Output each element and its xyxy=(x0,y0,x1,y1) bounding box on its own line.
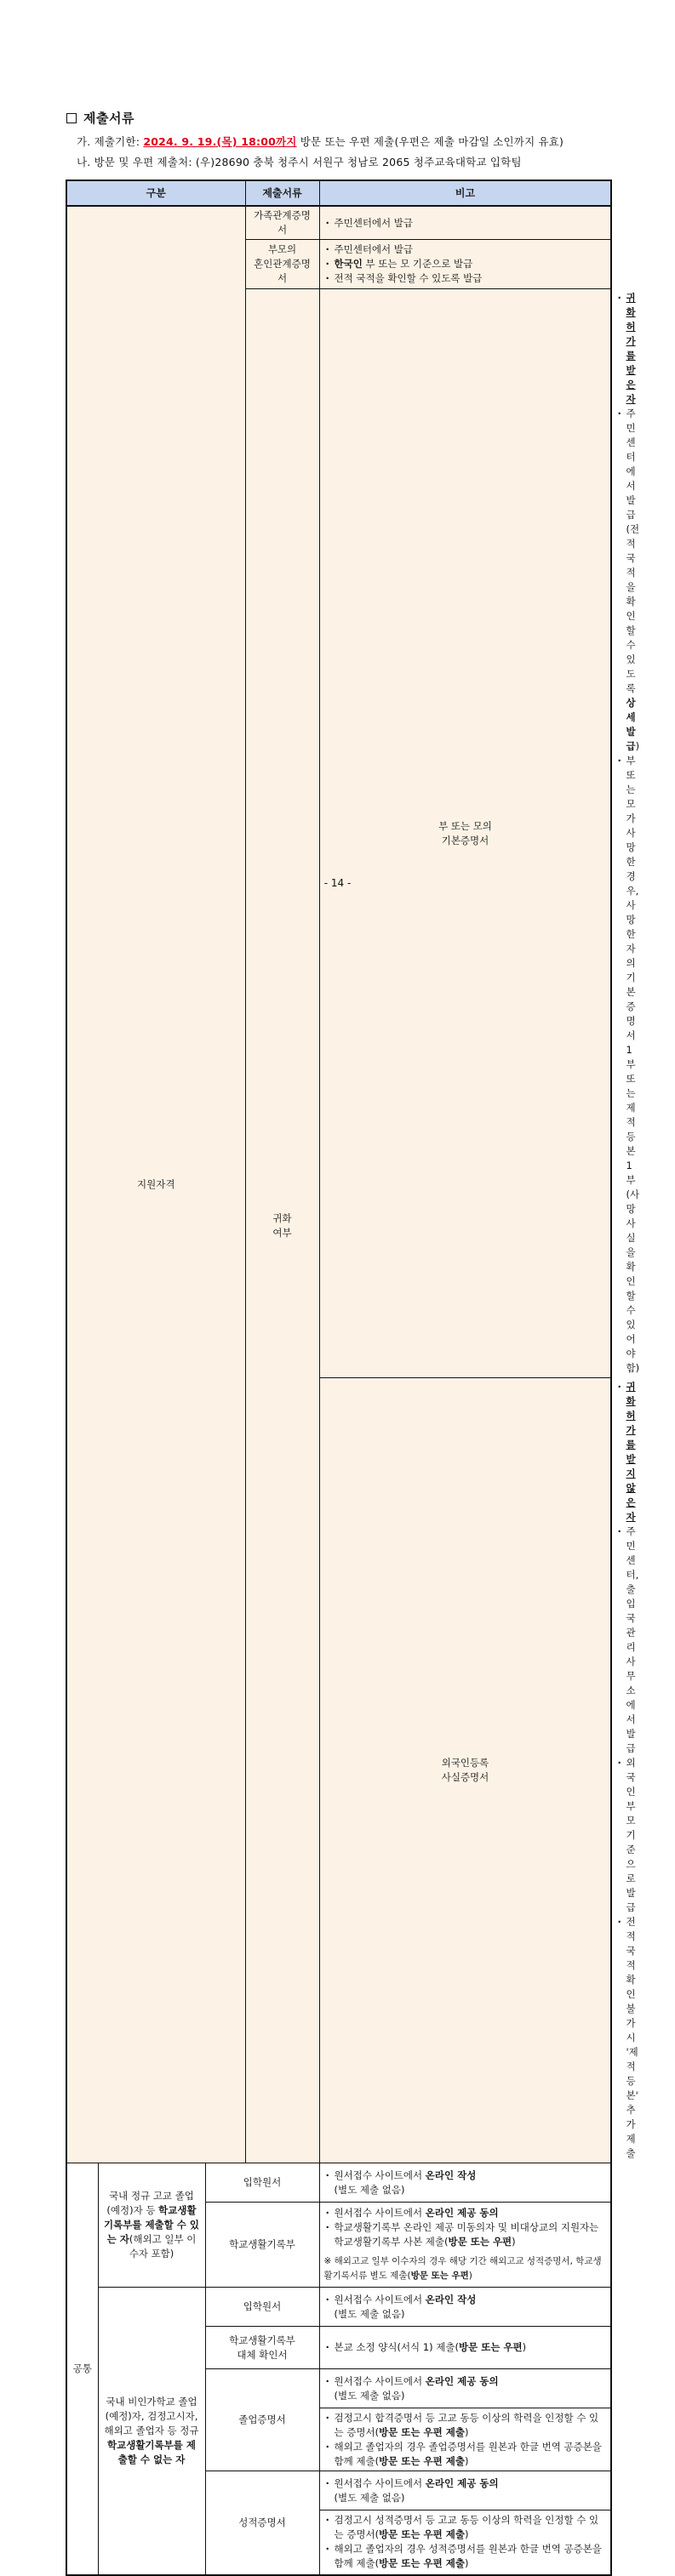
others-desc xyxy=(98,2288,205,2575)
list-item: · 전적 국적 확인 불가 시 '제적등본' 추가 제출 xyxy=(616,1915,626,2161)
list-item xyxy=(616,407,640,754)
table-row xyxy=(66,2163,611,2203)
domestic-application-notes xyxy=(319,2163,611,2203)
text: ) xyxy=(464,2557,469,2570)
text: ) xyxy=(522,2341,527,2353)
bold-text: 귀화 허가를 받지 않은 자 xyxy=(626,1381,636,1523)
deadline-prefix: 가. 제출기한: xyxy=(77,135,144,148)
text: 검정고시 합격증명서 등 고교 동등 이상의 학력을 인정할 수 있는 증명서( xyxy=(334,2411,599,2438)
text: 원서접수 사이트에서 xyxy=(334,2207,426,2219)
bold-text: 한국인 xyxy=(334,258,363,270)
table-row xyxy=(66,2288,611,2327)
text: 국내 정규 고교 졸업(예정)자 등 xyxy=(106,2190,194,2216)
doc-line: 사실증명서 xyxy=(441,1771,489,1783)
address-line: 나. 방문 및 우편 제출처: (우)28690 충북 청주시 서원구 청남로 2065 청주교육대학교 입학팀 xyxy=(77,156,522,168)
bold-text: 온라인 제공 동의 xyxy=(425,2207,499,2219)
table-header-row xyxy=(66,180,611,206)
text: (해외고 일부 이수자 포함) xyxy=(129,2233,197,2260)
text: 주민센터에서 발급(전적 국적을 확인할 수 있도록 xyxy=(626,407,640,694)
naturalization-label xyxy=(245,289,319,2163)
basic-cert-doc xyxy=(319,289,611,1378)
doc-line: 부 또는 모의 xyxy=(438,819,492,832)
family-cert-doc-cell: 가족관계증명서 xyxy=(245,206,319,240)
text: ) xyxy=(635,740,640,752)
text: 해외고 졸업자의 경우 졸업증명서를 원본과 한글 번역 공증본을 함께 제출( xyxy=(334,2440,602,2467)
graduation-doc: 졸업증명서 xyxy=(205,2369,319,2471)
bold-text: 방문 또는 우편 xyxy=(448,2236,512,2248)
doc-line: 혼인관계증명서 xyxy=(254,258,311,284)
list-item xyxy=(324,2513,607,2542)
others-application-notes xyxy=(319,2288,611,2327)
domestic-record-notes xyxy=(319,2203,611,2288)
list-item xyxy=(616,291,636,407)
substitute-notes xyxy=(319,2327,611,2369)
substitute-doc xyxy=(205,2327,319,2369)
text: ) xyxy=(512,2236,516,2248)
doc-line: 기본증명서 xyxy=(441,834,489,846)
doc-line: 외국인등록 xyxy=(441,1757,489,1769)
header-notes: 비고 xyxy=(319,180,611,206)
documents-table xyxy=(66,180,640,2576)
list-item xyxy=(324,257,607,271)
text: 원서접수 사이트에서 xyxy=(334,2293,426,2305)
reference-note xyxy=(324,2254,607,2283)
marriage-cert-doc xyxy=(245,240,319,289)
transcript-offline-notes xyxy=(319,2510,611,2575)
list-item xyxy=(324,2440,607,2469)
text: ) xyxy=(464,2528,469,2541)
deadline-suffix: 방문 또는 우편 제출(우편은 제출 마감일 소인까지 유효) xyxy=(296,135,564,148)
list-item xyxy=(324,2411,607,2440)
list-item xyxy=(324,2293,607,2307)
text: 본교 소정 양식(서식 1) 제출( xyxy=(334,2341,459,2353)
list-item: (별도 제출 없음) xyxy=(334,2307,405,2320)
text: 해외고 졸업자의 경우 성적증명서를 원본과 한글 번역 공증본을 함께 제출( xyxy=(334,2543,602,2570)
list-item: (별도 제출 없음) xyxy=(334,2389,405,2402)
list-item xyxy=(324,2542,607,2571)
bold-text: 학교생활기록부를 제출할 수 없는 자 xyxy=(107,2438,196,2465)
domestic-desc xyxy=(98,2163,205,2288)
transcript-doc: 성적증명서 xyxy=(205,2471,319,2575)
domestic-record-doc: 학교생활기록부 xyxy=(205,2203,319,2288)
marriage-cert-notes xyxy=(319,240,611,289)
text: ) xyxy=(464,2454,469,2467)
table-row xyxy=(66,206,611,240)
graduation-online-notes xyxy=(319,2369,611,2408)
bold-text: 상세 발급 xyxy=(626,697,636,752)
text: ※ 해외고교 일부 이수자의 경우 해당 기간 해외고교 성적증명서, 학교생활기록서류 별도 제출( xyxy=(323,2256,602,2281)
header-category: 구분 xyxy=(66,180,245,206)
list-item xyxy=(616,1380,636,1525)
bold-text: 온라인 작성 xyxy=(425,2293,477,2305)
eligibility-label: 지원자격 xyxy=(66,206,245,2163)
list-item xyxy=(324,2206,607,2220)
bold-text: 학교생활기록부를 제출할 수 있는 자 xyxy=(104,2204,199,2245)
bold-text: 온라인 작성 xyxy=(425,2169,477,2181)
text: 검정고시 성적증명서 등 고교 동등 이상의 학력을 인정할 수 있는 증명서( xyxy=(334,2514,599,2541)
text: 학교생활기록부 온라인 제공 미동의자 및 비대상교의 지원자는 학교생활기록부 사본 제출( xyxy=(334,2221,599,2248)
transcript-online-notes xyxy=(319,2471,611,2510)
list-item: · 외국인 부모 기준으로 발급 xyxy=(616,1756,626,1915)
page-number: - 14 - xyxy=(323,877,352,889)
list-item: (별도 제출 없음) xyxy=(334,2183,405,2196)
list-item: (별도 제출 없음) xyxy=(334,2491,405,2504)
list-item xyxy=(324,2169,607,2183)
text: 원서접수 사이트에서 xyxy=(334,2169,426,2181)
domestic-application-doc: 입학원서 xyxy=(205,2163,319,2203)
list-item: · 주민센터에서 발급 xyxy=(324,242,607,257)
text: 부 또는 모 기준으로 발급 xyxy=(362,258,473,270)
bold-text: 방문 또는 우편 제출 xyxy=(379,2454,465,2467)
doc-line: 대체 확인서 xyxy=(237,2348,288,2361)
bold-text: 온라인 제공 동의 xyxy=(425,2476,499,2489)
bold-text: 방문 또는 우편 xyxy=(410,2271,469,2281)
list-item xyxy=(324,2374,607,2389)
deadline-line xyxy=(77,134,563,149)
bold-text: 온라인 제공 동의 xyxy=(425,2374,499,2387)
list-item xyxy=(324,2476,607,2491)
list-item: · 부 또는 모가 사망한 경우, 사망한 자의 기본증명서 1부 또는 제적등본 1부(사망 사실을 확인할 수 있어야 함) xyxy=(616,754,626,1376)
doc-line: 학교생활기록부 xyxy=(229,2334,295,2346)
label-line: 귀화 xyxy=(272,1212,292,1224)
text: 국내 비인가학교 졸업(예정)자, 검정고시자, 해외고 졸업자 등 정규 xyxy=(104,2395,199,2436)
text: ) xyxy=(468,2271,472,2281)
family-cert-notes xyxy=(319,206,611,240)
text: 원서접수 사이트에서 xyxy=(334,2476,426,2489)
list-item xyxy=(324,2340,607,2355)
section-title: 제출서류 xyxy=(83,111,134,126)
doc-line: 부모의 xyxy=(267,243,297,255)
graduation-offline-notes xyxy=(319,2408,611,2471)
section-heading xyxy=(66,109,134,127)
bold-text: 방문 또는 우편 xyxy=(459,2341,523,2353)
list-item: · 주민센터에서 발급 xyxy=(324,216,607,231)
bold-text: 방문 또는 우편 제출 xyxy=(379,2528,465,2541)
deadline-date: 2024. 9. 19.(목) 18:00까지 xyxy=(143,135,297,148)
list-item: · 전적 국적을 확인할 수 있도록 발급 xyxy=(324,271,607,286)
list-item xyxy=(324,2220,607,2249)
label-line: 여부 xyxy=(272,1227,292,1239)
bold-text: 귀화 허가를 받은 자 xyxy=(626,292,636,405)
bold-text: 방문 또는 우편 제출 xyxy=(379,2425,465,2438)
common-label: 공통 xyxy=(66,2163,98,2575)
list-item: · 주민센터, 출입국관리사무소에서 발급 xyxy=(616,1525,626,1756)
header-documents: 제출서류 xyxy=(245,180,319,206)
text: 원서접수 사이트에서 xyxy=(334,2374,426,2387)
bold-text: 방문 또는 우편 제출 xyxy=(379,2557,465,2570)
checkbox-square-icon xyxy=(66,113,77,123)
text: ) xyxy=(464,2425,469,2438)
others-application-doc: 입학원서 xyxy=(205,2288,319,2327)
foreigner-cert-doc xyxy=(319,1378,611,2163)
